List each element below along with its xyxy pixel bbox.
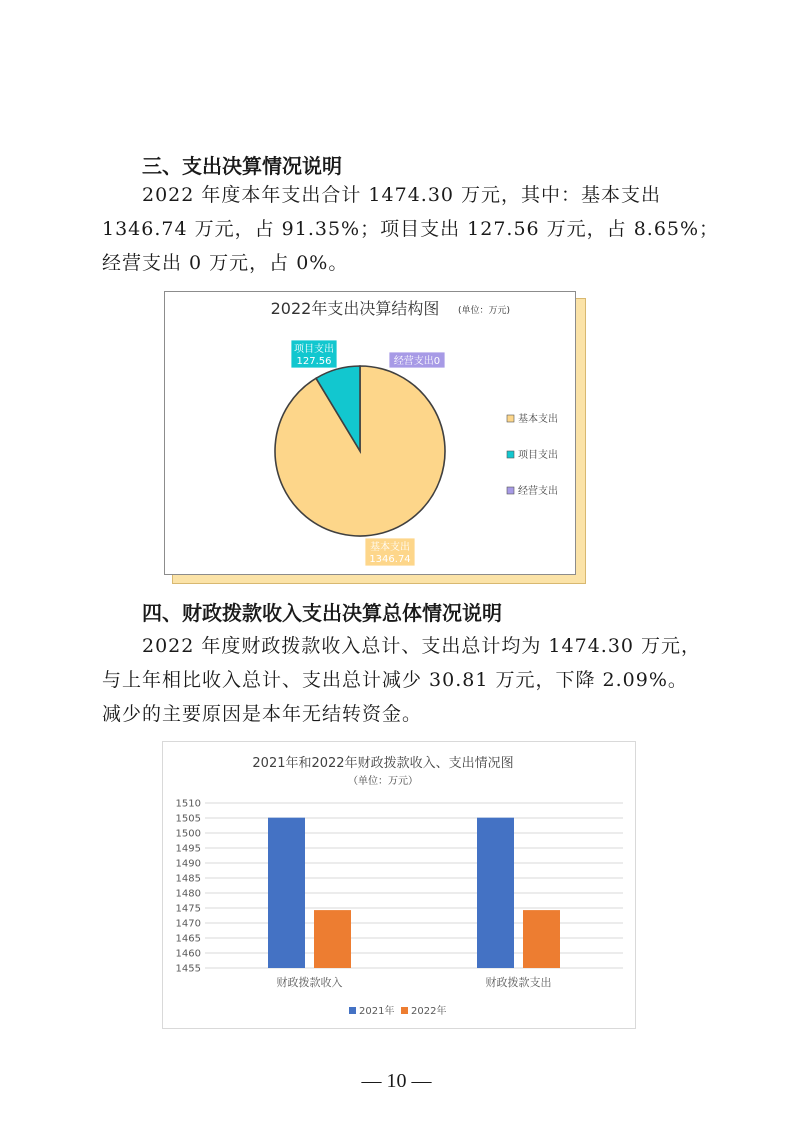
- bar-ytick-label: 1495: [175, 843, 201, 855]
- bar-expense-2021: [477, 818, 514, 968]
- section4-line-1: 2022 年度财政拨款收入总计、支出总计均为 1474.30 万元，: [142, 635, 702, 657]
- pie-chart-svg: [165, 292, 577, 576]
- pie-legend-label-project: 项目支出: [518, 450, 558, 461]
- bar-ytick-label: 1475: [175, 903, 201, 915]
- bar-chart: [162, 741, 636, 1029]
- pie-label-name-base: 基本支出: [370, 542, 410, 553]
- section4-line-3: 减少的主要原因是本年无结转资金。: [102, 703, 423, 725]
- pie-legend-swatch-project: [507, 451, 514, 458]
- bar-ytick-label: 1470: [175, 918, 201, 930]
- pie-legend-swatch-base: [507, 415, 514, 422]
- bar-chart-svg: [163, 742, 637, 1030]
- pie-chart: [164, 291, 576, 575]
- pie-label-value-project: 127.56: [296, 356, 332, 367]
- pie-chart-title: 2022年支出决算结构图: [270, 299, 440, 318]
- pie-chart-subtitle: (单位：万元): [458, 306, 511, 316]
- bar-income-2021: [268, 818, 305, 968]
- page-number: — 10 —: [361, 1070, 432, 1092]
- bar-category-label: 财政拨款支出: [485, 976, 552, 989]
- bar-ytick-label: 1490: [175, 858, 201, 870]
- section3-line-2: 1346.74 万元，占 91.35%；项目支出 127.56 万元，占 8.65%；: [102, 218, 720, 240]
- section3-paragraph: [102, 178, 720, 280]
- bar-income-2022: [314, 910, 351, 968]
- pie-label-name-project: 项目支出: [294, 344, 334, 355]
- bar-ytick-label: 1510: [175, 798, 201, 810]
- section3-line-1: 2022 年度本年支出合计 1474.30 万元，其中：基本支出: [142, 184, 662, 206]
- pie-label-base: [365, 538, 415, 566]
- bar-ytick-label: 1500: [175, 828, 201, 840]
- section4-heading: 四、财政拨款收入支出决算总体情况说明: [142, 601, 502, 625]
- bar-chart-subtitle: （单位：万元）: [348, 776, 418, 787]
- bar-legend-label-2021: 2021年: [359, 1006, 395, 1017]
- section4-line-2: 与上年相比收入总计、支出总计减少 30.81 万元，下降 2.09%。: [102, 669, 688, 691]
- section4-paragraph: [102, 629, 702, 731]
- bar-chart-title: 2021年和2022年财政拨款收入、支出情况图: [252, 756, 514, 771]
- bar-ytick-label: 1465: [175, 933, 201, 945]
- pie-label-operating: [389, 352, 445, 368]
- bar-legend-swatch-2021: [349, 1007, 356, 1014]
- pie-legend-label-base: 基本支出: [518, 414, 558, 425]
- bar-ytick-label: 1460: [175, 948, 201, 960]
- pie-label-project: [291, 340, 337, 368]
- section3-heading: 三、支出决算情况说明: [142, 154, 342, 178]
- pie-legend-label-operating: 经营支出: [518, 486, 558, 497]
- bar-ytick-label: 1480: [175, 888, 201, 900]
- bar-ytick-label: 1485: [175, 873, 201, 885]
- bar-legend-label-2022: 2022年: [411, 1006, 447, 1017]
- bar-ytick-label: 1505: [175, 813, 201, 825]
- bar-ytick-label: 1455: [175, 963, 201, 975]
- bar-expense-2022: [523, 910, 560, 968]
- section3-line-3: 经营支出 0 万元，占 0%。: [102, 252, 349, 274]
- pie-label-value-base: 1346.74: [369, 554, 411, 565]
- bar-legend-swatch-2022: [401, 1007, 408, 1014]
- pie-label-text-operating: 经营支出0: [393, 356, 441, 367]
- pie-legend-swatch-operating: [507, 487, 514, 494]
- bar-category-label: 财政拨款收入: [276, 976, 343, 989]
